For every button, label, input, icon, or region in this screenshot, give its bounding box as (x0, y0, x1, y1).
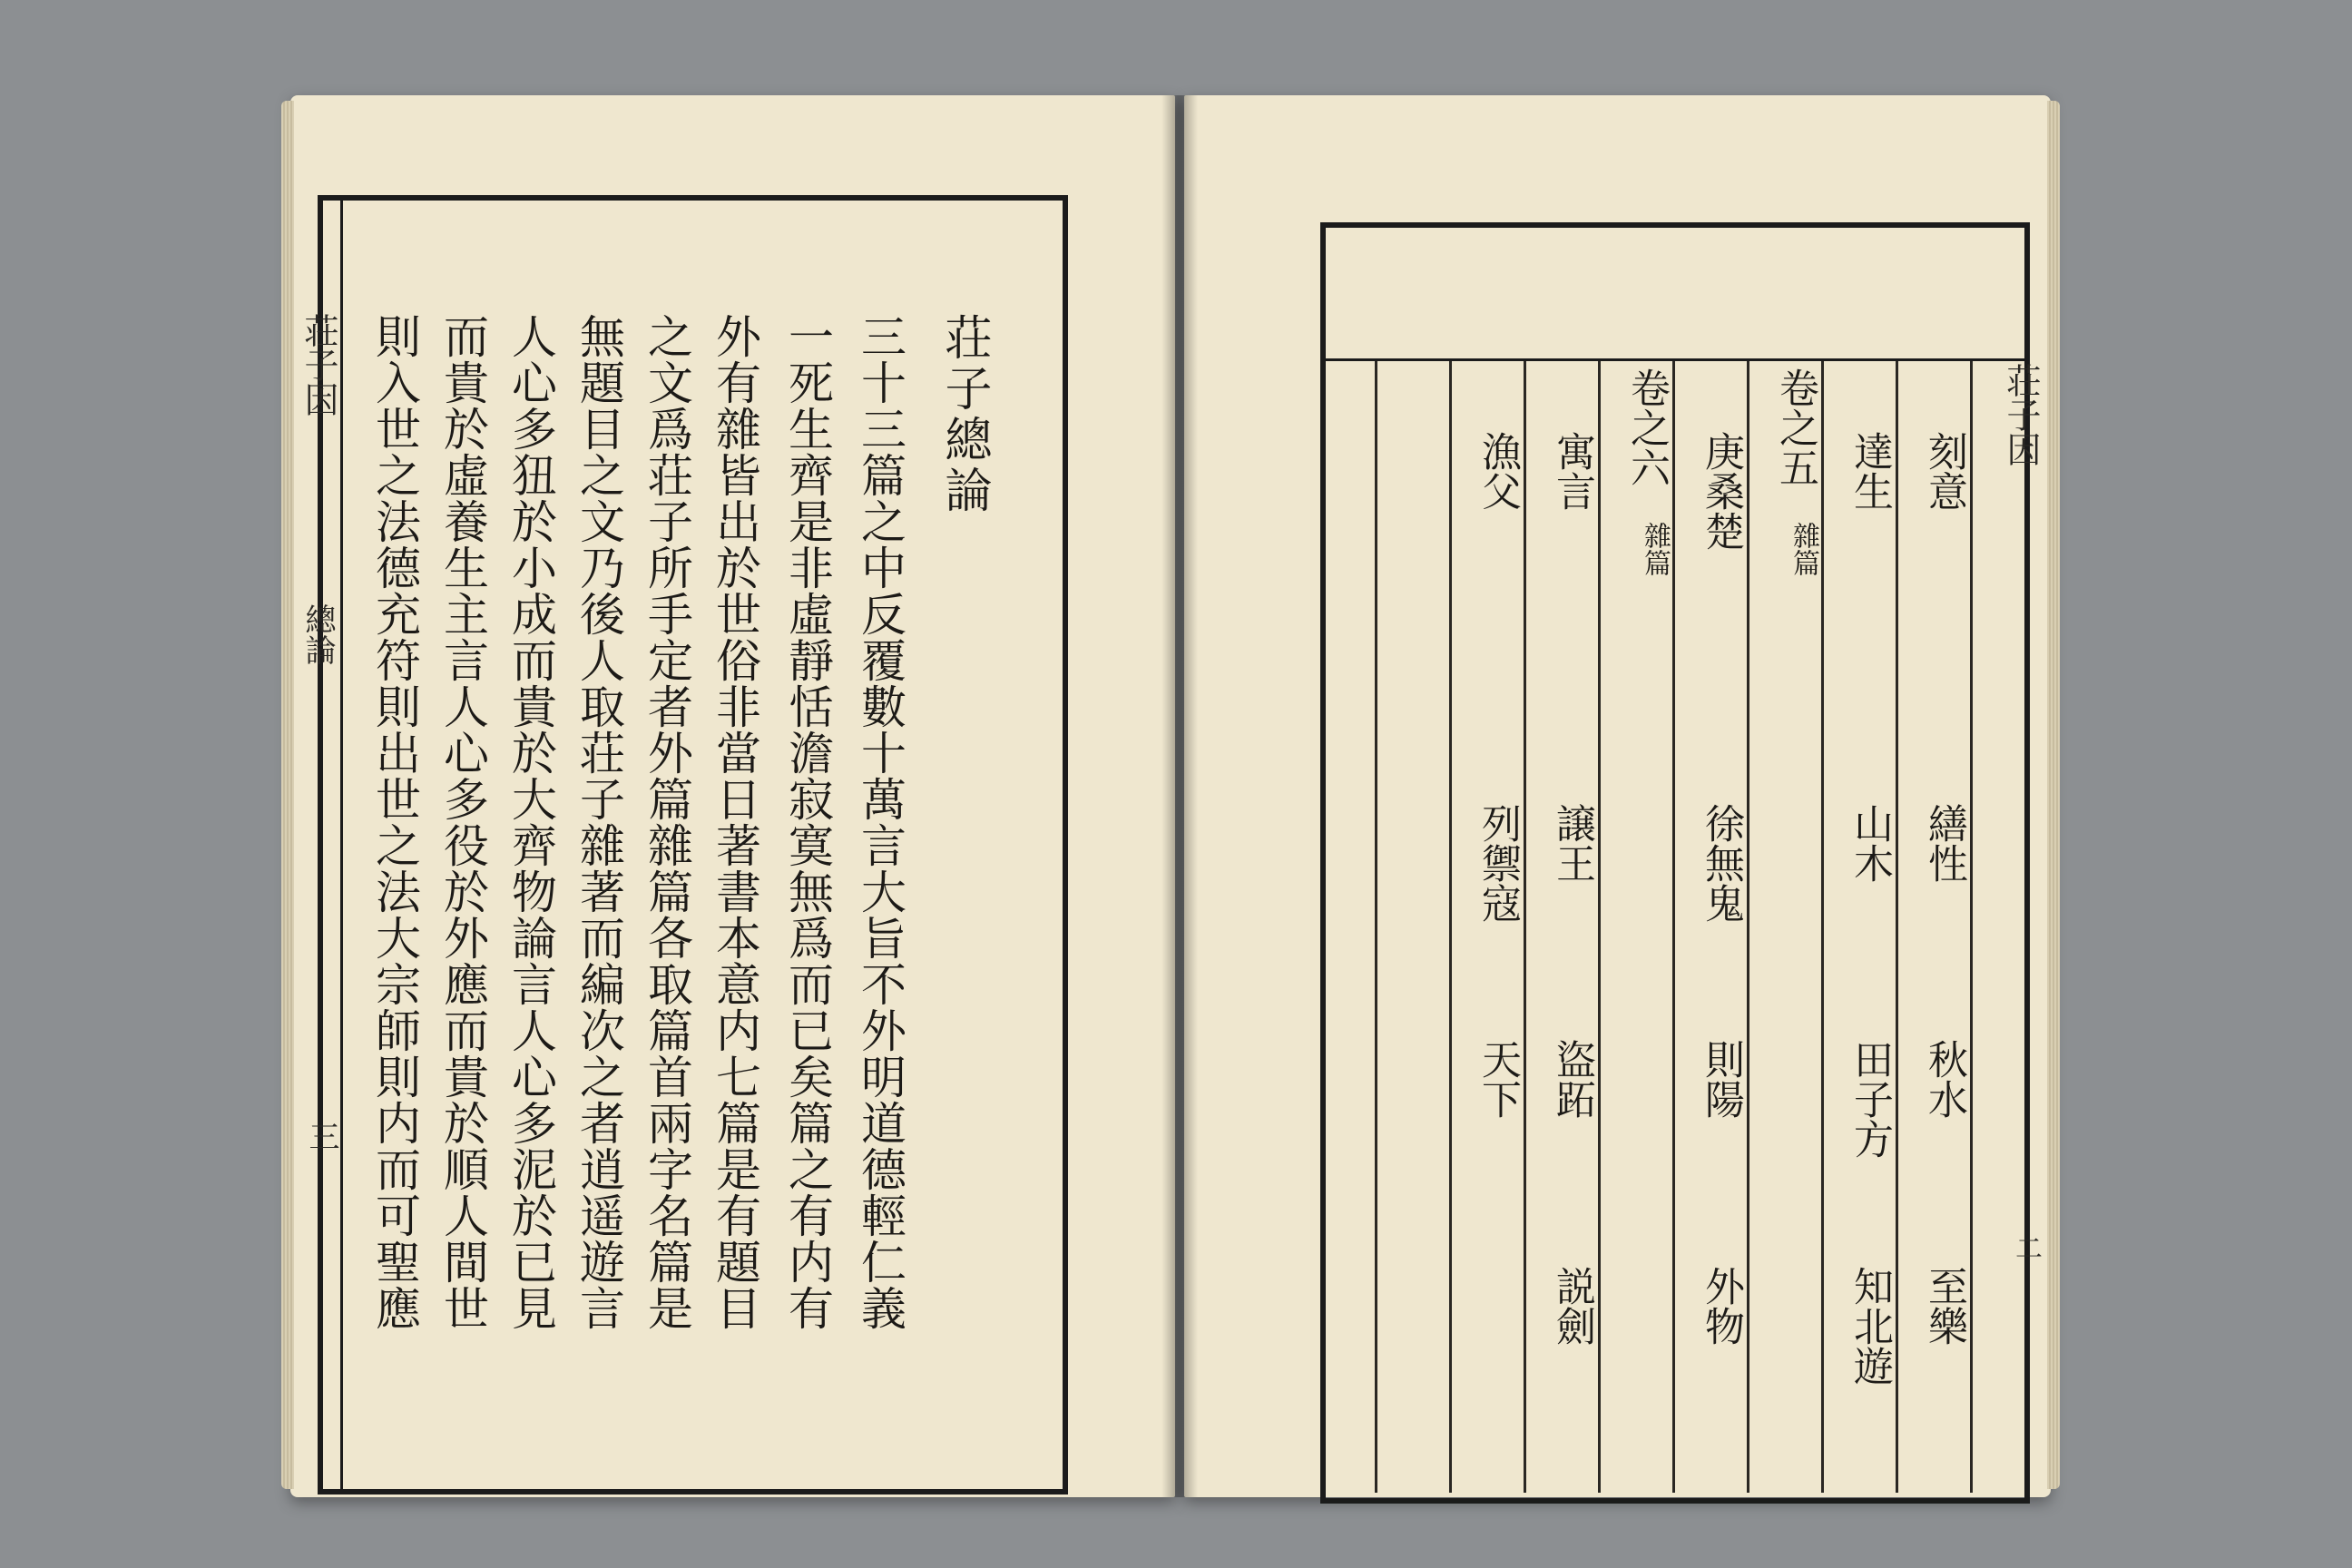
toc-entry-5-mid: 譲王 (1549, 803, 1595, 883)
right-margin-title: 荘子因 (2001, 363, 2041, 466)
right-page (1184, 95, 2051, 1497)
toc-entry-2-bottom: 知北遊 (1847, 1266, 1893, 1386)
toc-entry-1-low: 秋水 (1921, 1039, 1967, 1119)
left-page (290, 95, 1175, 1497)
right-margin-folio: 二 (2010, 1234, 2042, 1261)
toc-entry-1-top: 刻意 (1921, 431, 1967, 511)
right-page-edges (2047, 101, 2060, 1489)
toc-entry-3-low: 則陽 (1698, 1039, 1744, 1119)
text-column-3: 外有雜皆出於世俗非當日著書本意内七篇是有題目 (709, 313, 761, 1331)
toc-entry-1-bottom: 至樂 (1921, 1266, 1967, 1346)
column-rule (1449, 361, 1452, 1493)
left-margin-section: 總論 (299, 603, 336, 665)
text-column-5: 無題目之文乃後人取荘子雜著而編次之者逍遥遊言 (573, 313, 625, 1331)
toc-entry-2-low: 田子方 (1847, 1039, 1893, 1159)
text-column-6: 人心多狃於小成而貴於大齊物論言人心多泥於已見 (505, 313, 557, 1331)
toc-entry-5-top: 寓言 (1549, 431, 1595, 511)
volume-5-note: 雜篇 (1788, 522, 1819, 576)
text-column-1: 三十三篇之中反覆數十萬言大旨不外明道德輕仁義 (854, 313, 906, 1331)
toc-entry-3-mid: 徐無鬼 (1698, 803, 1744, 923)
toc-entry-2-mid: 山木 (1847, 803, 1893, 883)
toc-entry-2-top: 達生 (1847, 431, 1893, 511)
volume-heading-6: 卷之六 (1623, 368, 1670, 487)
text-column-7: 而貴於虛養生主言人心多役於外應而貴於順人間世 (436, 313, 489, 1331)
page-heading: 荘子總論 (936, 313, 991, 516)
toc-entry-6-mid: 列禦寇 (1475, 803, 1521, 923)
column-rule (1375, 361, 1377, 1493)
text-column-2: 一死生齊是非虛靜恬澹寂寞無爲而已矣篇之有内有 (781, 313, 834, 1331)
column-rule (1524, 361, 1526, 1493)
toc-entry-5-low: 盜跖 (1549, 1039, 1595, 1119)
left-page-edges (281, 101, 294, 1489)
toc-entry-1-mid: 繕性 (1921, 803, 1967, 883)
book-gutter (1161, 95, 1198, 1497)
toc-entry-3-bottom: 外物 (1698, 1266, 1744, 1346)
left-margin-folio: 三 (303, 1121, 339, 1152)
toc-entry-6-low: 天下 (1475, 1039, 1521, 1119)
toc-entry-3-top: 庚桑楚 (1698, 431, 1744, 551)
text-column-8: 則入世之法德充符則出世之法大宗師則内而可聖應 (368, 313, 421, 1331)
left-margin-title: 荘子因 (299, 313, 338, 416)
toc-entry-6-top: 漁父 (1475, 431, 1521, 511)
toc-entry-5-bottom: 説劍 (1549, 1266, 1595, 1346)
volume-6-note: 雜篇 (1639, 522, 1671, 576)
open-book (290, 95, 2051, 1497)
volume-heading-5: 卷之五 (1772, 368, 1818, 487)
text-column-4: 之文爲荘子所手定者外篇雜篇各取篇首兩字名篇是 (641, 313, 693, 1331)
